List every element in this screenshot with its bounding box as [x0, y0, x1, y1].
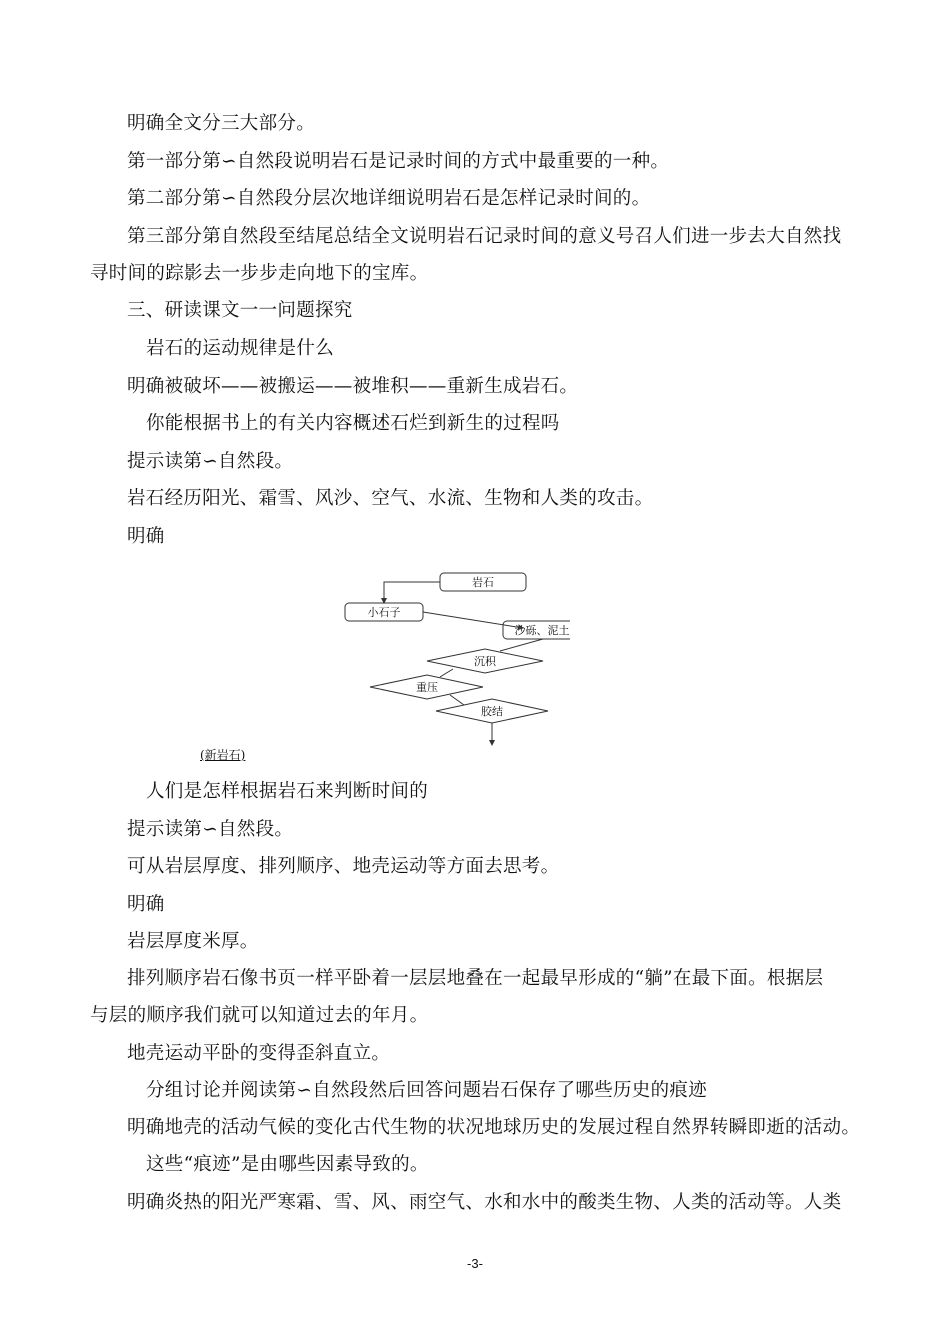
- paragraph: 第三部分第自然段至结尾总结全文说明岩石记录时间的意义号召人们进一步去大自然找: [127, 226, 842, 247]
- paragraph: 明确被破坏——被搬运——被堆积——重新生成岩石。: [127, 376, 579, 397]
- paragraph: 明确: [127, 526, 165, 547]
- node-cementation-label: 胶结: [481, 705, 503, 718]
- paragraph: 排列顺序岩石像书页一样平卧着一层层地叠在一起最早形成的“躺”在最下面。根据层: [127, 968, 824, 989]
- paragraph: 地壳运动平卧的变得歪斜直立。: [127, 1043, 391, 1064]
- page-number: -3-: [467, 1256, 483, 1271]
- paragraph: 提示读第∽自然段。: [127, 819, 294, 840]
- paragraph: 明确炎热的阳光严寒霜、雪、风、雨空气、水和水中的酸类生物、人类的活动等。人类: [127, 1192, 842, 1213]
- node-rock-label: 岩石: [472, 576, 494, 589]
- paragraph: 可从岩层厚度、排列顺序、地壳运动等方面去思考。: [127, 856, 560, 877]
- node-compression-label: 重压: [416, 681, 438, 694]
- paragraph: 第一部分第∽自然段说明岩石是记录时间的方式中最重要的一种。: [127, 151, 670, 172]
- section-heading: 三、研读课文一一问题探究: [127, 300, 353, 321]
- node-pebbles-label: 小石子: [367, 606, 401, 619]
- diagram-caption: (新岩石): [200, 748, 246, 762]
- node-sedimentation-label: 沉积: [474, 655, 496, 668]
- paragraph: 第二部分第∽自然段分层次地详细说明岩石是怎样记录时间的。: [127, 188, 651, 209]
- paragraph: 岩层厚度米厚。: [127, 931, 259, 952]
- paragraph: 提示读第∽自然段。: [127, 451, 294, 472]
- paragraph: 明确地壳的活动气候的变化古代生物的状况地球历史的发展过程自然界转瞬即逝的活动。: [127, 1117, 861, 1138]
- paragraph: 与层的顺序我们就可以知道过去的年月。: [90, 1005, 429, 1026]
- paragraph: 明确: [127, 894, 165, 915]
- question: 分组讨论并阅读第∽自然段然后回答问题岩石保存了哪些历史的痕迹: [146, 1080, 708, 1101]
- paragraph: 岩石经历阳光、霜雪、风沙、空气、水流、生物和人类的攻击。: [127, 488, 654, 509]
- node-sand-mud-label: 沙砾、泥土: [514, 624, 570, 637]
- question: 岩石的运动规律是什么: [146, 338, 335, 359]
- question: 你能根据书上的有关内容概述石烂到新生的过程吗: [146, 413, 560, 434]
- question: 这些“痕迹”是由哪些因素导致的。: [146, 1154, 429, 1175]
- paragraph: 明确全文分三大部分。: [127, 113, 316, 134]
- rock-cycle-flowchart: [340, 565, 570, 755]
- paragraph: 寻时间的踪影去一步步走向地下的宝库。: [90, 263, 429, 284]
- question: 人们是怎样根据岩石来判断时间的: [146, 781, 429, 802]
